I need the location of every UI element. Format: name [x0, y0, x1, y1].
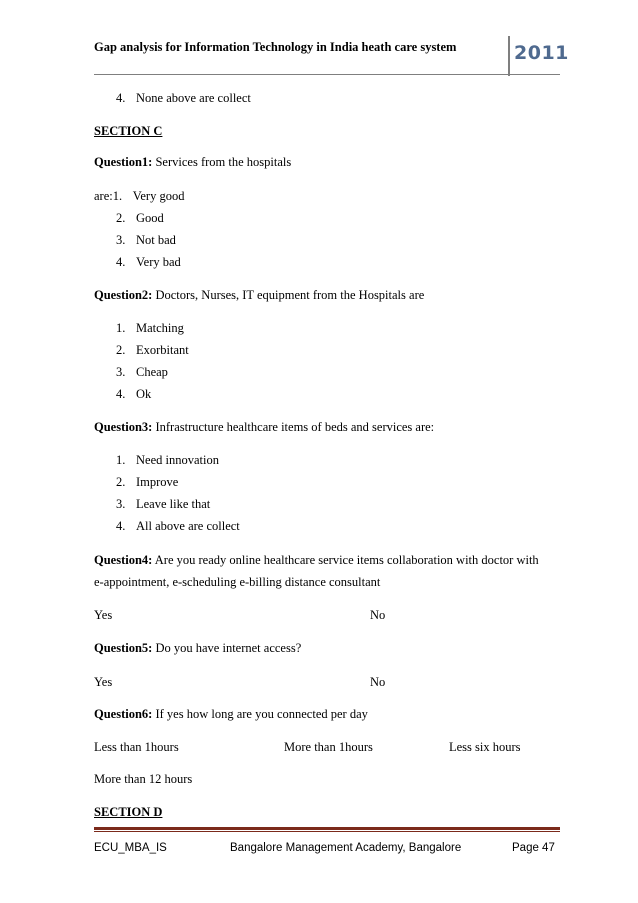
answer-no: No [370, 675, 386, 689]
list-item [116, 234, 176, 247]
list-number: 1. [116, 321, 126, 335]
section-heading-d: SECTION D [94, 805, 163, 819]
list-text: None above are collect [136, 91, 251, 105]
question-label: Question6: [94, 707, 153, 721]
question-text: Are you ready online healthcare service items collaboration with doctor with [152, 553, 539, 567]
question-label: Question2: [94, 288, 153, 302]
list-number: 4. [116, 387, 126, 401]
header-title: Gap analysis for Information Technology in India heath care system [94, 40, 457, 54]
answer-option: More than 1hours [284, 740, 373, 754]
answer-option: Less six hours [449, 740, 521, 754]
footer-left: ECU_MBA_IS [94, 842, 167, 854]
header-rule [94, 74, 560, 75]
question-2 [94, 289, 424, 302]
question-1 [94, 156, 291, 169]
question-4 [94, 554, 539, 567]
list-text: Good [136, 211, 164, 225]
list-item [116, 388, 151, 401]
header-year: 2011 [514, 42, 569, 64]
answer-option: More than 12 hours [94, 772, 193, 786]
list-text: Cheap [136, 365, 168, 379]
question-3 [94, 421, 434, 434]
question-label: Question5: [94, 641, 153, 655]
answer-yes: Yes [94, 675, 113, 689]
list-item [116, 520, 240, 533]
question-lead: are: [94, 189, 113, 203]
list-text: Matching [136, 321, 184, 335]
list-number: 1. [112, 189, 123, 203]
list-item [116, 256, 181, 269]
list-text: Very good [132, 189, 185, 203]
footer-page-number: Page 47 [512, 842, 555, 854]
question-5 [94, 642, 301, 655]
list-number: 1. [116, 453, 126, 467]
list-text: Improve [136, 475, 179, 489]
question-text: Infrastructure healthcare items of beds and services are: [152, 420, 435, 434]
question-6 [94, 708, 368, 721]
list-item [116, 366, 168, 379]
list-number: 3. [116, 497, 126, 511]
list-item [116, 498, 210, 511]
list-number: 4. [116, 255, 126, 269]
list-text: Very bad [136, 255, 181, 269]
footer-center: Bangalore Management Academy, Bangalore [230, 842, 462, 854]
question-text: Services from the hospitals [152, 155, 292, 169]
list-item [116, 476, 178, 489]
question-4-continued: e-appointment, e-scheduling e-billing distance consultant [94, 575, 381, 589]
list-item [116, 212, 164, 225]
list-text: Not bad [136, 233, 176, 247]
list-text: Need innovation [136, 453, 219, 467]
list-text: Leave like that [136, 497, 211, 511]
list-number: 4. [116, 519, 126, 533]
list-number: 3. [116, 233, 126, 247]
question-text: Doctors, Nurses, IT equipment from the Hospitals are [152, 288, 425, 302]
footer-rule [94, 827, 560, 830]
list-number: 4. [116, 91, 126, 105]
question-label: Question4: [94, 553, 153, 567]
list-number: 3. [116, 365, 126, 379]
section-heading-c: SECTION C [94, 124, 163, 138]
list-item [116, 454, 219, 467]
question-text: If yes how long are you connected per day [152, 707, 368, 721]
list-number: 2. [116, 211, 126, 225]
answer-option: Less than 1hours [94, 740, 179, 754]
list-item [94, 190, 184, 203]
answer-yes: Yes [94, 608, 113, 622]
list-item [116, 92, 251, 105]
footer-rule-thin [94, 831, 560, 832]
list-number: 2. [116, 475, 126, 489]
question-text: Do you have internet access? [152, 641, 302, 655]
list-item [116, 322, 184, 335]
list-number: 2. [116, 343, 126, 357]
question-label: Question3: [94, 420, 153, 434]
answer-no: No [370, 608, 386, 622]
list-text: Exorbitant [136, 343, 189, 357]
question-label: Question1: [94, 155, 153, 169]
list-item [116, 344, 189, 357]
list-text: All above are collect [136, 519, 240, 533]
list-text: Ok [136, 387, 152, 401]
header-divider [508, 36, 510, 76]
